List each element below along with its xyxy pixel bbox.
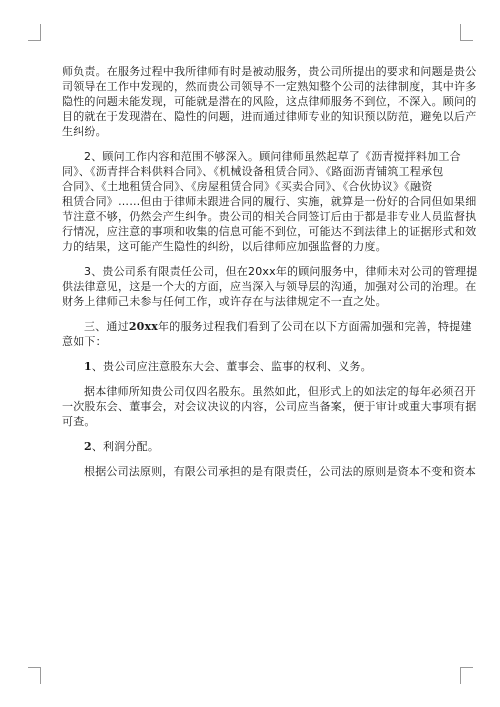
paragraph-gap (62, 309, 438, 319)
text-line: 根据公司法原则，有限公司承担的是有限责任，公司法的原则是资本不变和资本 (84, 465, 476, 478)
crop-mark-bottom-right (460, 667, 473, 684)
paragraph-gap (62, 429, 438, 439)
text-line: 节注意不够，仍然会产生纠争。贵公司的相关合同签订后由于都是非专业人员监督执 (62, 210, 477, 223)
text-line: 同》、《沥青拌合料供料合同》、《机械设备租赁合同》、《路面沥青铺筑工程承包 (62, 165, 444, 178)
document-body (62, 64, 478, 479)
paragraph-gap (62, 454, 438, 464)
text-line: 2、顾问工作内容和范围不够深入。顾问律师虽然起草了《沥青搅拌料加工合 (84, 150, 461, 163)
text-line: 师负责。在服务过程中我所律师有时是被动服务，贵公司所提出的要求和问题是贵公 (62, 65, 477, 78)
text-line: 生纠纷。 (62, 125, 107, 138)
text-line: 1、贵公司应注意股东大会、董事会、监事的权利、义务。 (84, 360, 372, 373)
crop-mark-top-left (28, 24, 41, 41)
text-line: 可查。 (62, 415, 96, 428)
paragraph-gap (62, 139, 438, 149)
paragraph-gap (62, 254, 438, 264)
text-line: 力的结果，这可能产生隐性的纠纷，以后律师应加强监督的力度。 (62, 240, 387, 253)
text-line: 3、贵公司系有限责任公司，但在20xx年的顾问服务中，律师未对公司的管理提 (84, 265, 478, 278)
text-line: 财务上律师己未参与任何工作，或许存在与法律规定不一直之处。 (62, 295, 387, 308)
paragraph-gap (62, 349, 438, 359)
text-line: 一次股东会、董事会，对会议决议的内容，公司应当备案，便于审计或重大事项有据 (62, 400, 477, 413)
text-line: 司领导在工作中发现的，然而贵公司领导不一定熟知整个公司的法律制度，其中许多 (62, 80, 477, 93)
text-line: 据本律师所知贵公司仅四名股东。虽然如此，但形式上的如法定的每年必须召开 (84, 385, 476, 398)
text-line: 2、利润分配。 (84, 440, 160, 453)
crop-mark-top-right (460, 24, 473, 41)
text-line: 行情况，应注意的事项和收集的信息可能不到位，可能达不到法律上的证据形式和效 (62, 225, 477, 238)
text-line: 租赁合同》……但由于律师未跟进合同的履行、实施，就算是一份好的合同但如果细 (62, 195, 477, 208)
paragraph-gap (62, 374, 438, 384)
text-line: 目的就在于发现潜在、隐性的问题，进而通过律师专业的知识预以防范，避免以后产 (62, 110, 477, 123)
crop-mark-bottom-left (28, 667, 41, 684)
text-line: 三、通过20xx年的服务过程我们看到了公司在以下方面需加强和完善，特提建 (84, 320, 472, 333)
text-line: 意如下： (62, 335, 107, 348)
text-line: 隐性的问题未能发现，可能就是潜在的风险，这点律师服务不到位，不深入。顾问的 (62, 95, 477, 108)
text-line: 合同》、《土地租赁合同》、《房屋租赁合同》《买卖合同》、《合伙协议》《融资 (62, 180, 433, 193)
text-line: 供法律意见，这是一个大的方面，应当深入与领导层的沟通，加强对公司的治理。在 (62, 280, 477, 293)
